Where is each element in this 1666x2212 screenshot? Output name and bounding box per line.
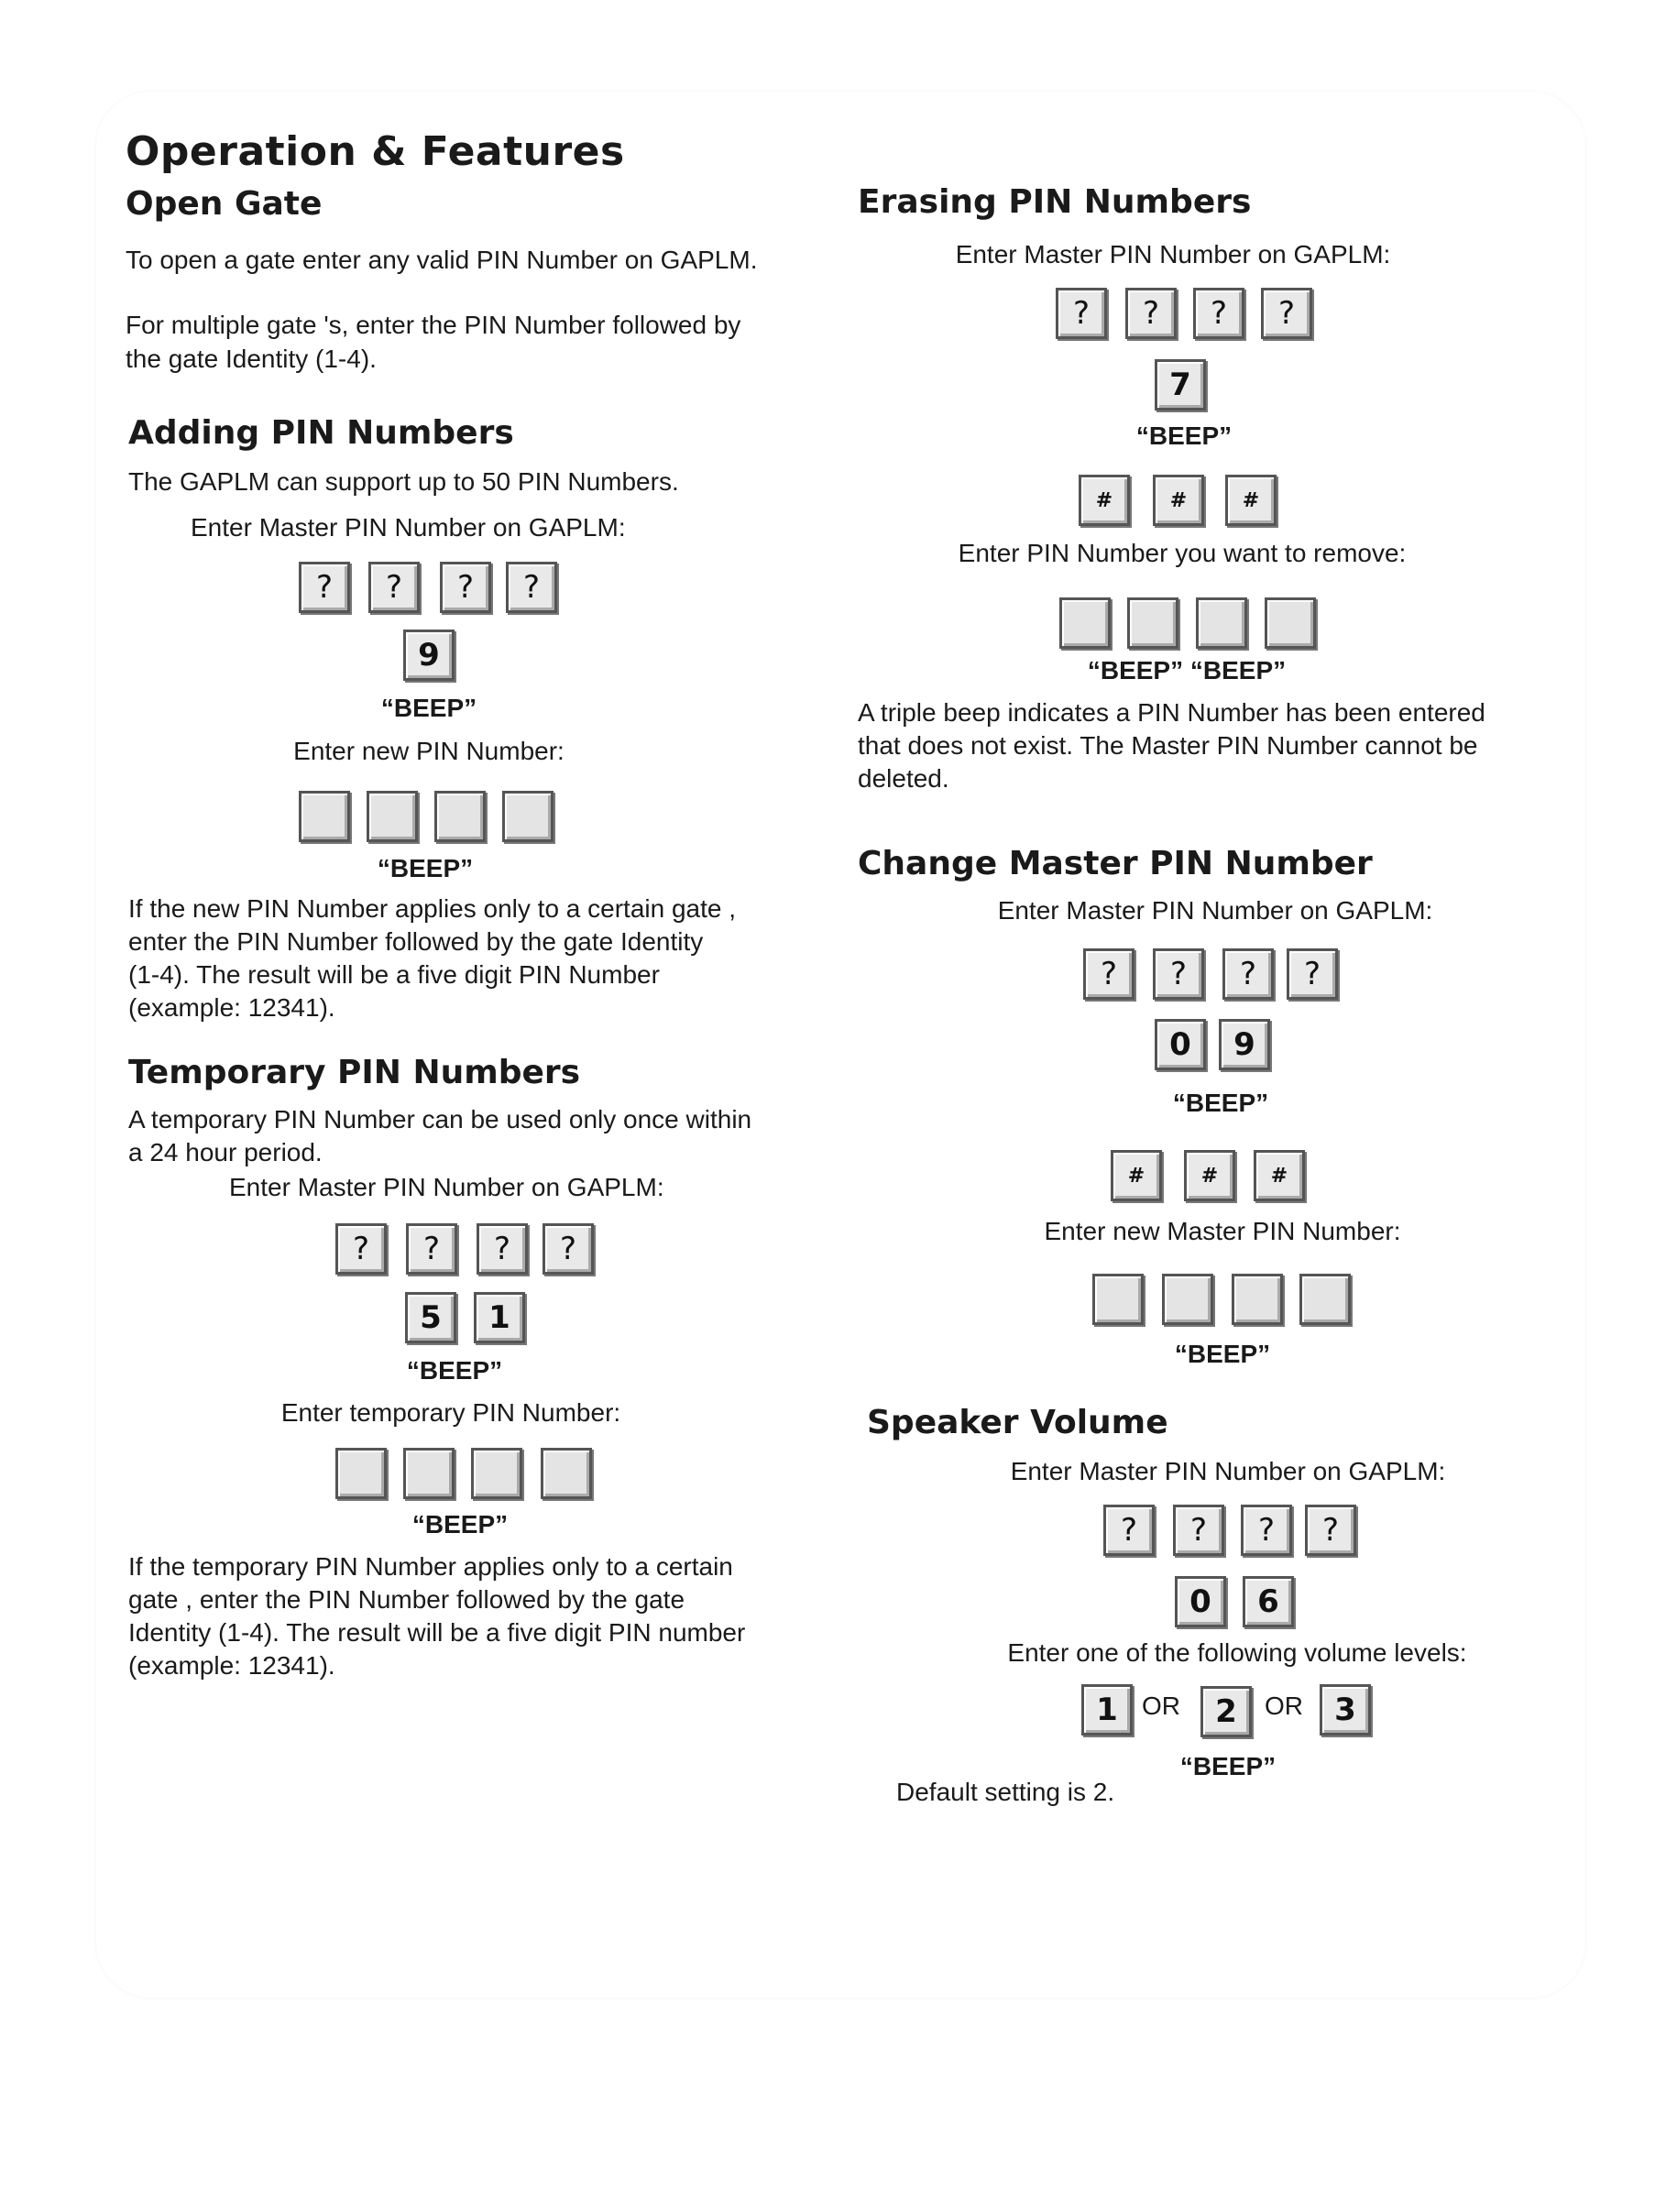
temporary-note-line1: If the temporary PIN Number applies only to a certain <box>128 1552 733 1581</box>
beep-label: “BEEP” <box>406 1356 503 1385</box>
key-question: ? <box>1222 948 1274 1000</box>
key-question: ? <box>543 1223 594 1275</box>
beep-label: “BEEP” <box>377 854 474 882</box>
key-hash: # <box>1111 1150 1162 1201</box>
key-question: ? <box>440 562 491 613</box>
key-blank <box>434 791 486 842</box>
speaker-default: Default setting is 2. <box>896 1778 1115 1806</box>
speaker-heading: Speaker Volume <box>867 1404 1168 1441</box>
key-question: ? <box>1261 288 1312 339</box>
key-blank <box>1232 1274 1283 1325</box>
key-digit: 9 <box>403 630 455 681</box>
key-blank <box>471 1448 522 1499</box>
key-question: ? <box>506 562 557 613</box>
key-question: ? <box>1153 948 1204 1000</box>
beep-label: “BEEP” <box>380 694 477 722</box>
key-question: ? <box>1173 1505 1224 1556</box>
key-blank <box>335 1448 387 1499</box>
key-blank <box>541 1448 592 1499</box>
key-digit: 0 <box>1175 1576 1226 1627</box>
key-question: ? <box>368 562 420 613</box>
erasing-heading: Erasing PIN Numbers <box>858 183 1252 221</box>
key-blank <box>502 791 554 842</box>
key-question: ? <box>1241 1505 1292 1556</box>
key-hash: # <box>1225 475 1277 526</box>
adding-intro: The GAPLM can support up to 50 PIN Numbers. <box>128 467 679 496</box>
key-blank <box>1092 1274 1144 1325</box>
key-hash: # <box>1254 1150 1305 1201</box>
key-volume-level: 1 <box>1081 1684 1133 1736</box>
erasing-note-line3: deleted. <box>858 764 949 793</box>
key-hash: # <box>1184 1150 1235 1201</box>
adding-enter-master: Enter Master PIN Number on GAPLM: <box>191 513 626 542</box>
open-gate-heading: Open Gate <box>126 185 323 223</box>
or-separator: OR <box>1142 1692 1180 1720</box>
key-hash: # <box>1153 475 1204 526</box>
key-blank <box>1127 597 1178 649</box>
temporary-intro-line2: a 24 hour period. <box>128 1138 323 1166</box>
key-question: ? <box>1287 948 1338 1000</box>
beep-label: “BEEP” <box>1174 1340 1271 1368</box>
key-question: ? <box>1193 288 1244 339</box>
key-digit: 6 <box>1243 1576 1294 1627</box>
key-blank <box>367 791 418 842</box>
temporary-heading: Temporary PIN Numbers <box>128 1054 581 1091</box>
adding-enter-new: Enter new PIN Number: <box>293 737 564 765</box>
key-blank <box>403 1448 455 1499</box>
key-question: ? <box>299 562 350 613</box>
key-question: ? <box>1103 1505 1155 1556</box>
key-digit: 5 <box>405 1292 456 1343</box>
erasing-enter-remove: Enter PIN Number you want to remove: <box>958 539 1407 567</box>
key-volume-level: 2 <box>1200 1686 1252 1737</box>
key-question: ? <box>1125 288 1177 339</box>
key-blank <box>299 791 350 842</box>
open-gate-multi-line2: the gate Identity (1-4). <box>126 345 377 373</box>
key-blank <box>1196 597 1247 649</box>
adding-note-line1: If the new PIN Number applies only to a certain gate , <box>128 894 737 923</box>
open-gate-multi-line1: For multiple gate 's, enter the PIN Number followed by <box>126 311 741 339</box>
temporary-intro-line1: A temporary PIN Number can be used only once within <box>128 1105 752 1133</box>
erasing-note-line1: A triple beep indicates a PIN Number has been entered <box>858 698 1485 727</box>
or-separator: OR <box>1265 1692 1303 1720</box>
key-question: ? <box>406 1223 457 1275</box>
beep-label: “BEEP” <box>1179 1752 1277 1780</box>
key-blank <box>1059 597 1111 649</box>
speaker-enter-master: Enter Master PIN Number on GAPLM: <box>1010 1457 1446 1485</box>
key-question: ? <box>1056 288 1107 339</box>
key-digit: 0 <box>1155 1019 1206 1070</box>
key-volume-level: 3 <box>1320 1684 1371 1736</box>
adding-note-line3: (1-4). The result will be a five digit PIN Number <box>128 960 660 989</box>
temporary-enter-temp: Enter temporary PIN Number: <box>280 1398 621 1427</box>
beep-label: “BEEP” <box>1172 1089 1269 1117</box>
key-blank <box>1162 1274 1213 1325</box>
adding-note-line2: enter the PIN Number followed by the gate Identity <box>128 927 704 956</box>
key-question: ? <box>477 1223 528 1275</box>
key-digit: 1 <box>474 1292 525 1343</box>
speaker-enter-levels: Enter one of the following volume levels: <box>1007 1638 1467 1667</box>
erasing-enter-master: Enter Master PIN Number on GAPLM: <box>955 240 1391 268</box>
key-blank <box>1299 1274 1351 1325</box>
open-gate-text: To open a gate enter any valid PIN Number on GAPLM. <box>126 246 758 274</box>
temporary-enter-master: Enter Master PIN Number on GAPLM: <box>229 1173 664 1201</box>
erasing-note-line2: that does not exist. The Master PIN Number cannot be <box>858 731 1478 760</box>
beep-label: “BEEP” “BEEP” <box>1087 656 1287 684</box>
key-digit: 9 <box>1219 1019 1270 1070</box>
key-digit: 7 <box>1155 359 1206 411</box>
temporary-note-line4: (example: 12341). <box>128 1651 335 1680</box>
change-master-heading: Change Master PIN Number <box>858 845 1373 882</box>
key-question: ? <box>335 1223 387 1275</box>
adding-note-line4: (example: 12341). <box>128 993 335 1022</box>
adding-heading: Adding PIN Numbers <box>128 414 514 452</box>
key-blank <box>1265 597 1316 649</box>
key-hash: # <box>1079 475 1130 526</box>
page-title: Operation & Features <box>126 128 625 175</box>
key-question: ? <box>1083 948 1134 1000</box>
change-master-enter-new: Enter new Master PIN Number: <box>1044 1217 1401 1245</box>
temporary-note-line3: Identity (1-4). The result will be a five digit PIN number <box>128 1618 746 1647</box>
key-question: ? <box>1305 1505 1356 1556</box>
beep-label: “BEEP” <box>411 1510 509 1539</box>
beep-label: “BEEP” <box>1135 422 1233 450</box>
temporary-note-line2: gate , enter the PIN Number followed by the gate <box>128 1585 685 1614</box>
change-master-enter-master: Enter Master PIN Number on GAPLM: <box>997 896 1433 925</box>
